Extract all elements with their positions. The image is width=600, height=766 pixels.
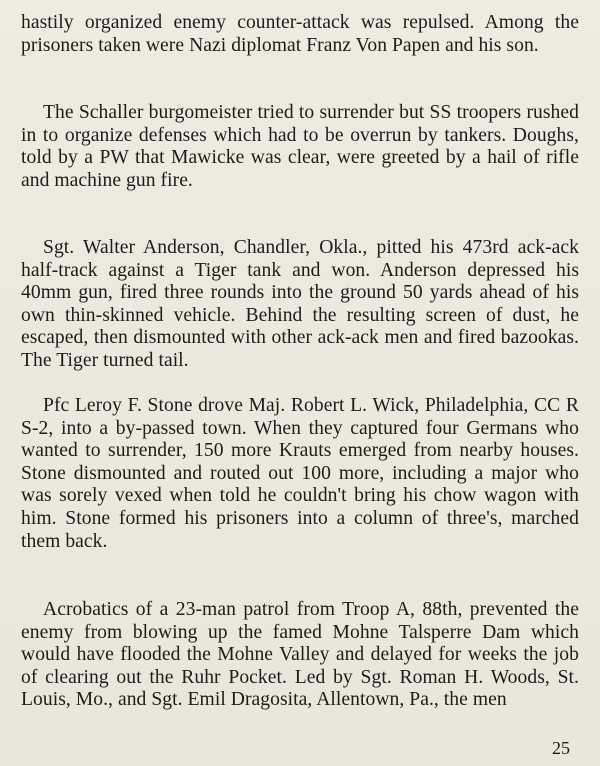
paragraph-troop-a-patrol: Acrobatics of a 23-man patrol from Troop A, 88th, prevented the enemy from blowing up the famed Mohne Talsperre Dam which would have flooded the Mohne Valley and delayed for weeks the job of clearing out the Ruhr Pocket. Led by Sgt. Roman H. Woods, St. Louis, Mo., and Sgt. Emil Dragosita, Allentown, Pa., the men bbox=[21, 599, 579, 711]
paragraph-schaller-burgomeister: The Schaller burgomeister tried to surrender but SS troopers rushed in to organize defenses which had to be overrun by tankers. Doughs, told by a PW that Mawicke was clear, were greeted by a hail of rifle and machine gun fire. bbox=[21, 102, 579, 191]
paragraph-sgt-walter-anderson: Sgt. Walter Anderson, Chandler, Okla., pitted his 473rd ack-ack half-track against a Tiger tank and won. Anderson depressed his 40mm gun, fired three rounds into the ground 50 yards ahead of his own thin-skinned vehicle. Behind the resulting screen of dust, he escaped, then dismounted with other ack-ack men and fired bazookas. The Tiger turned tail. bbox=[21, 237, 579, 371]
paragraph-pfc-leroy-stone: Pfc Leroy F. Stone drove Maj. Robert L. Wick, Philadelphia, CC R S-2, into a by-passed town. When they captured four Germans who wanted to surrender, 150 more Krauts emerged from nearby houses. Stone dismounted and routed out 100 more, including a major who was sorely vexed when told he couldn't bring his chow wagon with him. Stone formed his prisoners into a column of three's, marched them back. bbox=[21, 395, 579, 552]
paragraph-continued-counter-attack: hastily organized enemy counter-attack was repulsed. Among the prisoners taken were Nazi diplomat Franz Von Papen and his son. bbox=[21, 12, 579, 56]
page-number: 25 bbox=[552, 738, 570, 758]
